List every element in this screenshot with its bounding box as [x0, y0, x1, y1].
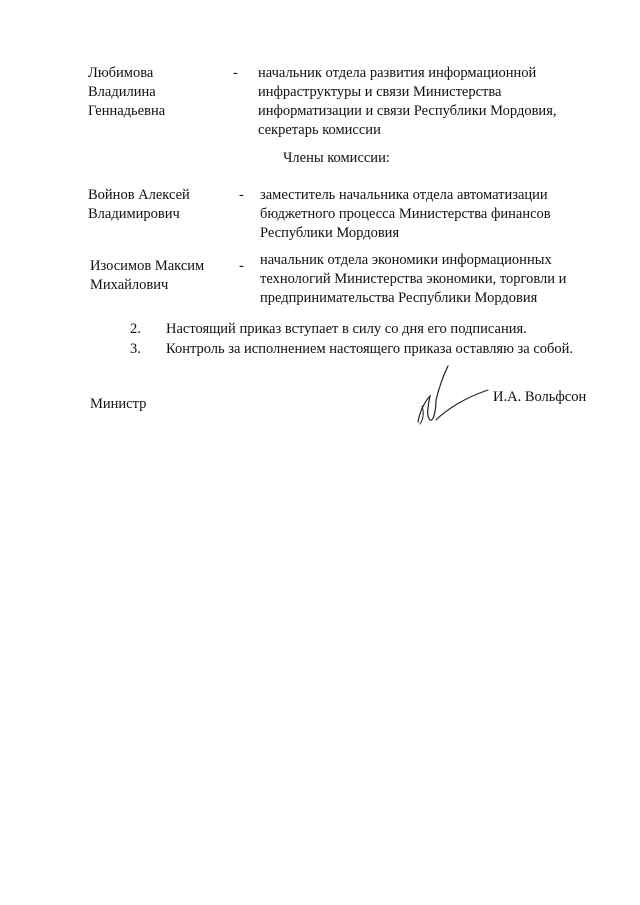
name-line: Владилина — [88, 84, 156, 100]
member-description — [260, 186, 551, 243]
desc-line: начальник отдела экономики информационных — [260, 252, 552, 268]
name-line: Войнов Алексей — [88, 187, 190, 203]
clause-text: Настоящий приказ вступает в силу со дня его подписания. — [166, 321, 527, 337]
desc-line: секретарь комиссии — [258, 122, 381, 138]
name-line: Изосимов Максим — [90, 258, 205, 274]
desc-line: заместитель начальника отдела автоматизации — [260, 187, 548, 203]
member-dash: - — [239, 187, 244, 203]
name-line: Геннадьевна — [88, 103, 166, 119]
desc-line: технологий Министерства экономики, торговли и — [260, 271, 567, 287]
signer-name: И.А. Вольфсон — [493, 389, 587, 405]
secretary-name — [88, 64, 165, 121]
name-line: Михайлович — [90, 277, 169, 293]
member-description — [260, 251, 566, 308]
desc-line: информатизации и связи Республики Мордовия, — [258, 103, 557, 119]
clause-text: Контроль за исполнением настоящего приказа оставляю за собой. — [166, 341, 574, 357]
name-line: Владимирович — [88, 206, 180, 222]
signature-position: Министр — [90, 396, 147, 412]
handwritten-signature — [412, 362, 492, 432]
member-dash: - — [239, 258, 244, 274]
clause-number: 3. — [130, 341, 141, 357]
desc-line: предпринимательства Республики Мордовия — [260, 290, 538, 306]
desc-line: Республики Мордовия — [260, 225, 400, 241]
secretary-dash: - — [233, 65, 238, 81]
name-line: Любимова — [88, 65, 154, 81]
members-heading: Члены комиссии: — [283, 150, 390, 166]
secretary-description — [258, 64, 557, 140]
desc-line: бюджетного процесса Министерства финансов — [260, 206, 551, 222]
member-name — [88, 186, 190, 224]
desc-line: начальник отдела развития информационной — [258, 65, 537, 81]
clause-number: 2. — [130, 321, 141, 337]
member-name — [90, 257, 204, 295]
desc-line: инфраструктуры и связи Министерства — [258, 84, 502, 100]
